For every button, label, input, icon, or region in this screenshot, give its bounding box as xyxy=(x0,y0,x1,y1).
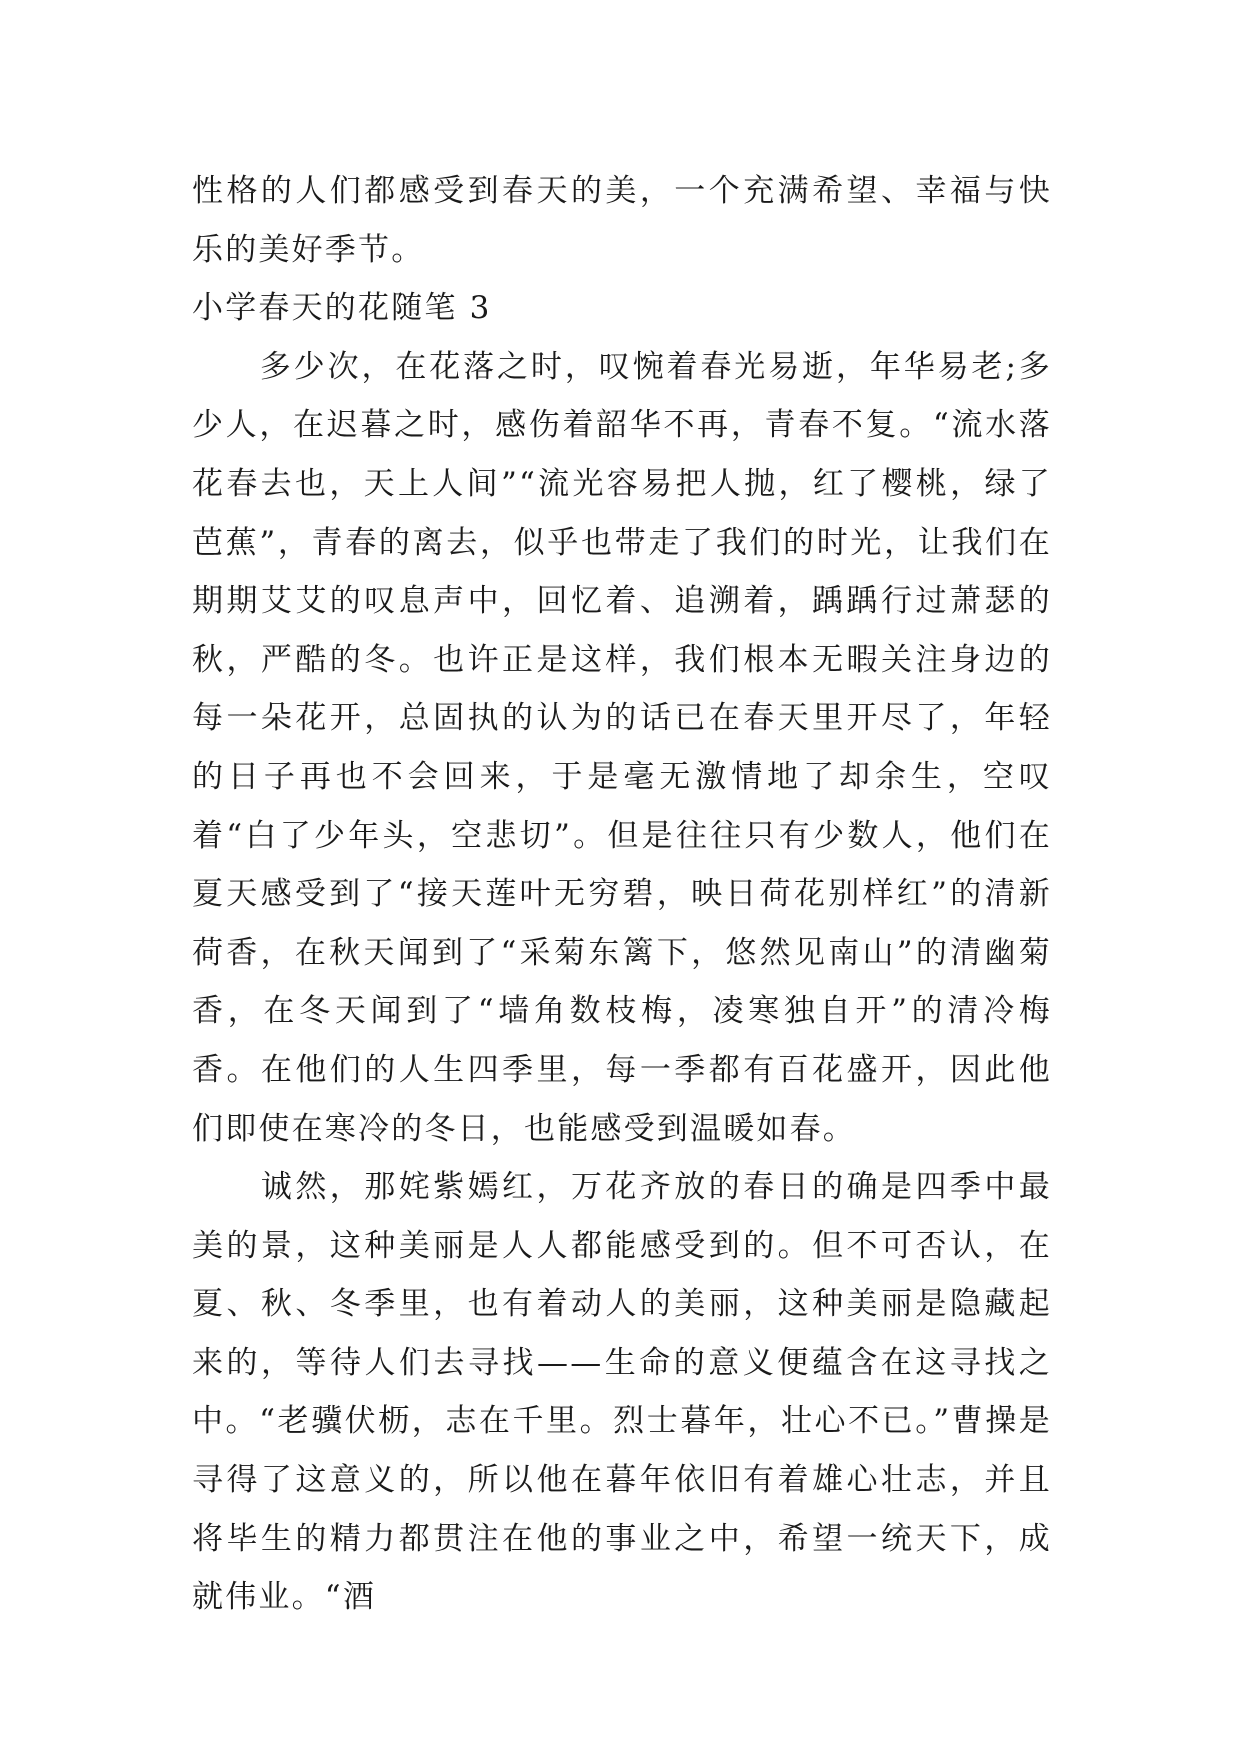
paragraph-2: 诚然，那姹紫嫣红，万花齐放的春日的确是四季中最美的景，这种美丽是人人都能感受到的。但不可否认，在夏、秋、冬季里，也有着动人的美丽，这种美丽是隐藏起来的，等待人们去寻找——生命的意义便蕴含在这寻找之中。“老骥伏枥，志在千里。烈士暮年，壮心不已。”曹操是寻得了这意义的，所以他在暮年依旧有着雄心壮志，并且将毕生的精力都贯注在他的事业之中，希望一统天下，成就伟业。“酒 xyxy=(192,1169,1052,1616)
document-body xyxy=(192,162,1052,1627)
paragraph-continued: 性格的人们都感受到春天的美，一个充满希望、幸福与快乐的美好季节。 xyxy=(192,173,1052,268)
section-title: 小学春天的花随笔 3 xyxy=(192,290,492,327)
paragraph-1: 多少次，在花落之时，叹惋着春光易逝，年华易老;多少人，在迟暮之时，感伤着韶华不再，青春不复。“流水落花春去也，天上人间”“流光容易把人抛，红了樱桃，绿了芭蕉”，青春的离去，似乎也带走了我们的时光，让我们在期期艾艾的叹息声中，回忆着、追溯着，踽踽行过萧瑟的秋，严酷的冬。也许正是这样，我们根本无暇关注身边的每一朵花开，总固执的认为的话已在春天里开尽了，年轻的日子再也不会回来，于是毫无激情地了却余生，空叹着“白了少年头，空悲切”。但是往往只有少数人，他们在夏天感受到了“接天莲叶无穷碧，映日荷花别样红”的清新荷香，在秋天闻到了“采菊东篱下，悠然见南山”的清幽菊香，在冬天闻到了“墙角数枝梅，凌寒独自开”的清冷梅香。在他们的人生四季里，每一季都有百花盛开，因此他们即使在寒冷的冬日，也能感受到温暖如春。 xyxy=(192,348,1052,1147)
